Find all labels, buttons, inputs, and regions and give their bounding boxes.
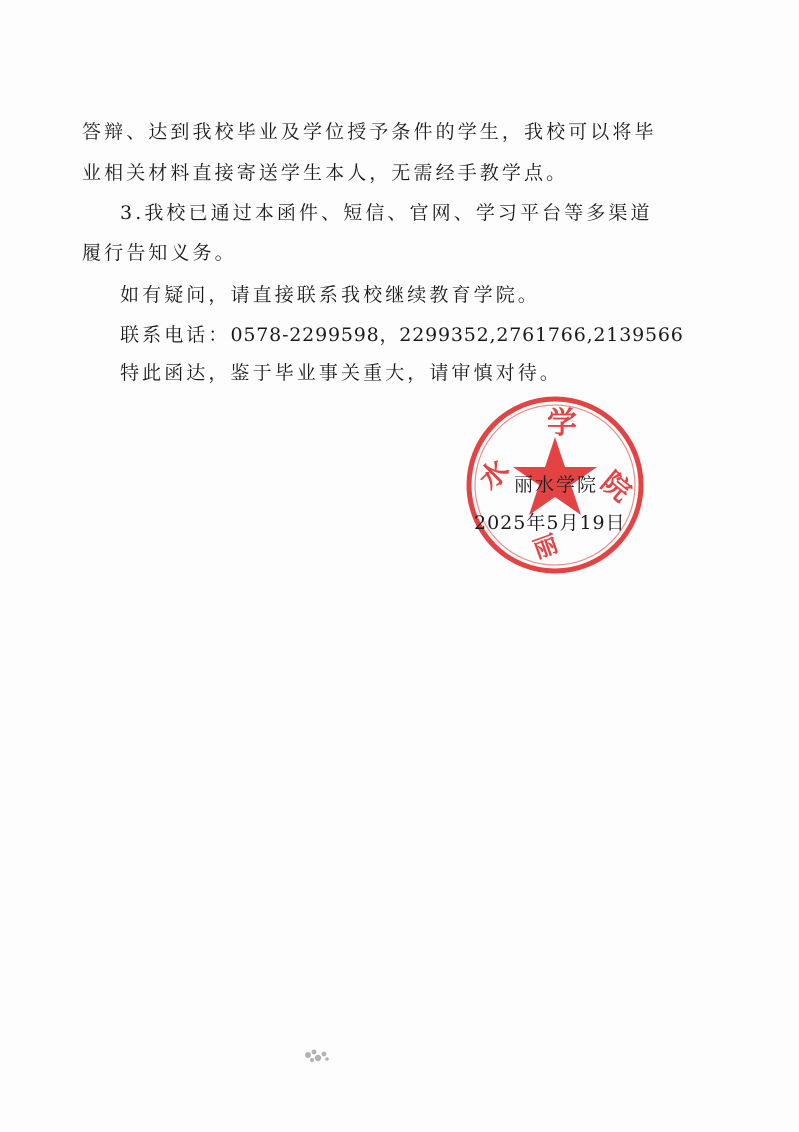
scan-smudge-icon: [302, 1045, 332, 1067]
paragraph-line: 履行告知义务。: [82, 242, 237, 264]
svg-text:学: 学: [547, 406, 577, 441]
paragraph-line: 答辩、达到我校毕业及学位授予条件的学生，我校可以将毕: [82, 121, 657, 143]
contact-phone-numbers: 0578-2299598，2299352,2761766,2139566: [230, 324, 684, 346]
signature-name: 丽水学院: [514, 474, 599, 496]
svg-text:丽: 丽: [529, 528, 562, 565]
svg-text:水: 水: [472, 453, 516, 497]
closing-line: 特此函达，鉴于毕业事关重大，请审慎对待。: [120, 362, 563, 384]
signature-date: 2025年5月19日: [474, 512, 626, 534]
paragraph-line: 3.我校已通过本函件、短信、官网、学习平台等多渠道: [120, 202, 653, 224]
paragraph-line: 业相关材料直接寄送学生本人，无需经手教学点。: [82, 162, 569, 184]
paragraph-line: 如有疑问，请直接联系我校继续教育学院。: [120, 284, 540, 306]
contact-line: [120, 323, 684, 347]
svg-text:院: 院: [594, 465, 638, 509]
contact-label: 联系电话：: [120, 324, 231, 346]
